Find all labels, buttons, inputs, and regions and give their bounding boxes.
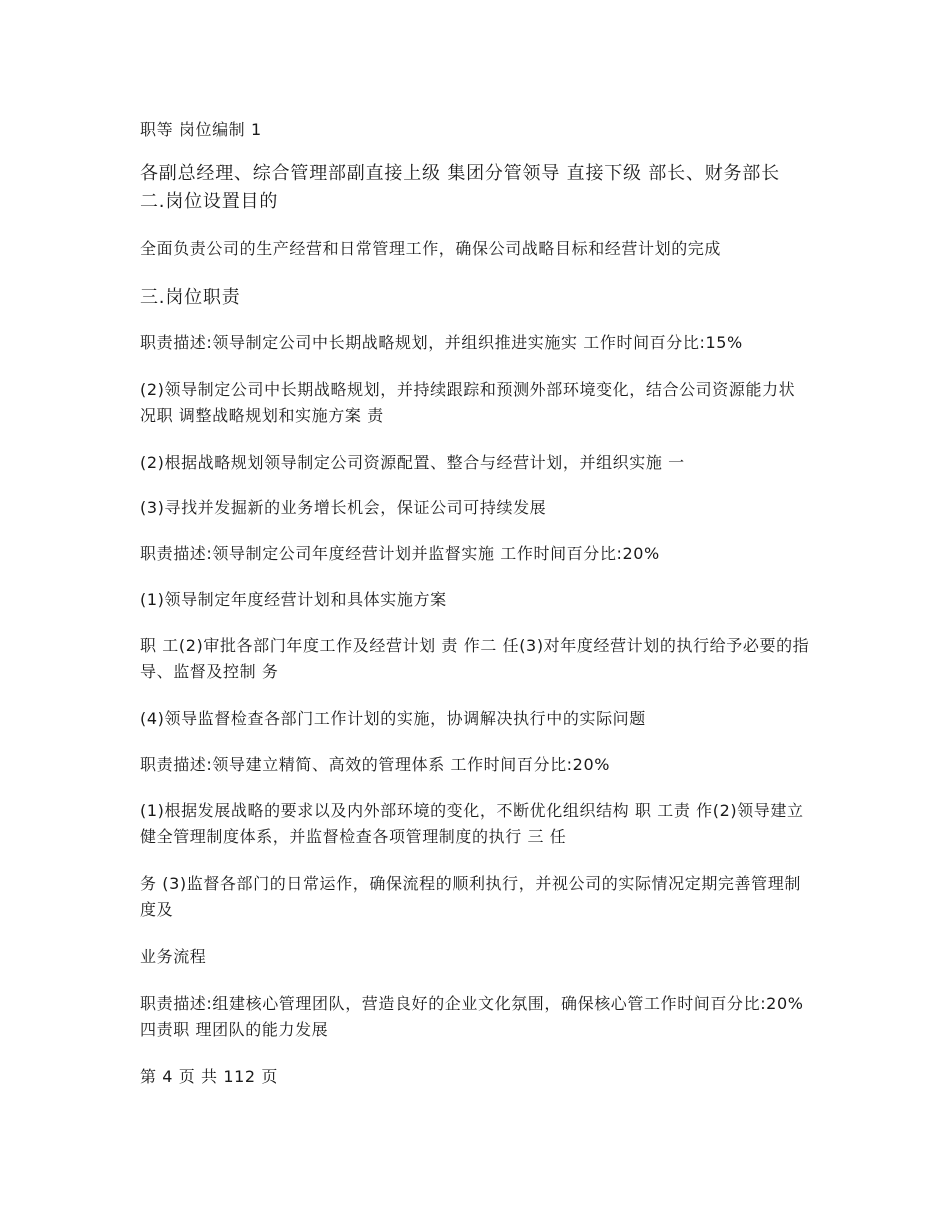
- paragraph-duty-3-description: 职责描述:领导建立精简、高效的管理体系 工作时间百分比:20%: [140, 755, 611, 774]
- paragraph-duty-1-item-2: (2)领导制定公司中长期战略规划，并持续跟踪和预测外部环境变化，结合公司资源能力状况职 调整战略规划和实施方案 责: [140, 380, 796, 425]
- section-heading-responsibilities: 三.岗位职责: [140, 287, 241, 308]
- paragraph-duty-2-item-2-3: 职 工(2)审批各部门年度工作及经营计划 责 作二 任(3)对年度经营计划的执行给予必要的指导、监督及控制 务: [140, 636, 810, 681]
- paragraph-duty-2-item-4: (4)领导监督检查各部门工作计划的实施，协调解决执行中的实际问题: [140, 709, 646, 728]
- paragraph-business-process: 业务流程: [140, 947, 207, 966]
- paragraph-duty-3-item-3: 务 (3)监督各部门的日常运作，确保流程的顺利执行，并视公司的实际情况定期完善管理制度及: [140, 874, 801, 919]
- paragraph-duty-1-item-3: (3)寻找并发掘新的业务增长机会，保证公司可持续发展: [140, 498, 547, 517]
- paragraph-duty-2-item-1: (1)领导制定年度经营计划和具体实施方案: [140, 590, 447, 609]
- paragraph-duty-4-description: 职责描述:组建核心管理团队，营造良好的企业文化氛围，确保核心管工作时间百分比:20% 四责职 理团队的能力发展: [140, 994, 804, 1039]
- paragraph-grade: 职等 岗位编制 1: [140, 120, 262, 139]
- paragraph-duty-3-item-1-2: (1)根据发展战略的要求以及内外部环境的变化，不断优化组织结构 职 工责 作(2)领导建立健全管理制度体系，并监督检查各项管理制度的执行 三 任: [140, 801, 804, 846]
- page-footer: 第 4 页 共 112 页: [140, 1067, 278, 1086]
- paragraph-duty-1-description: 职责描述:领导制定公司中长期战略规划，并组织推进实施实 工作时间百分比:15%: [140, 333, 743, 352]
- paragraph-reporting-lines: 各副总经理、综合管理部副直接上级 集团分管领导 直接下级 部长、财务部长 二.岗位设置目的: [140, 163, 780, 212]
- paragraph-position-purpose: 全面负责公司的生产经营和日常管理工作，确保公司战略目标和经营计划的完成: [140, 239, 722, 258]
- paragraph-duty-2-description: 职责描述:领导制定公司年度经营计划并监督实施 工作时间百分比:20%: [140, 544, 660, 563]
- paragraph-duty-1-item-2b: (2)根据战略规划领导制定公司资源配置、整合与经营计划，并组织实施 一: [140, 453, 685, 472]
